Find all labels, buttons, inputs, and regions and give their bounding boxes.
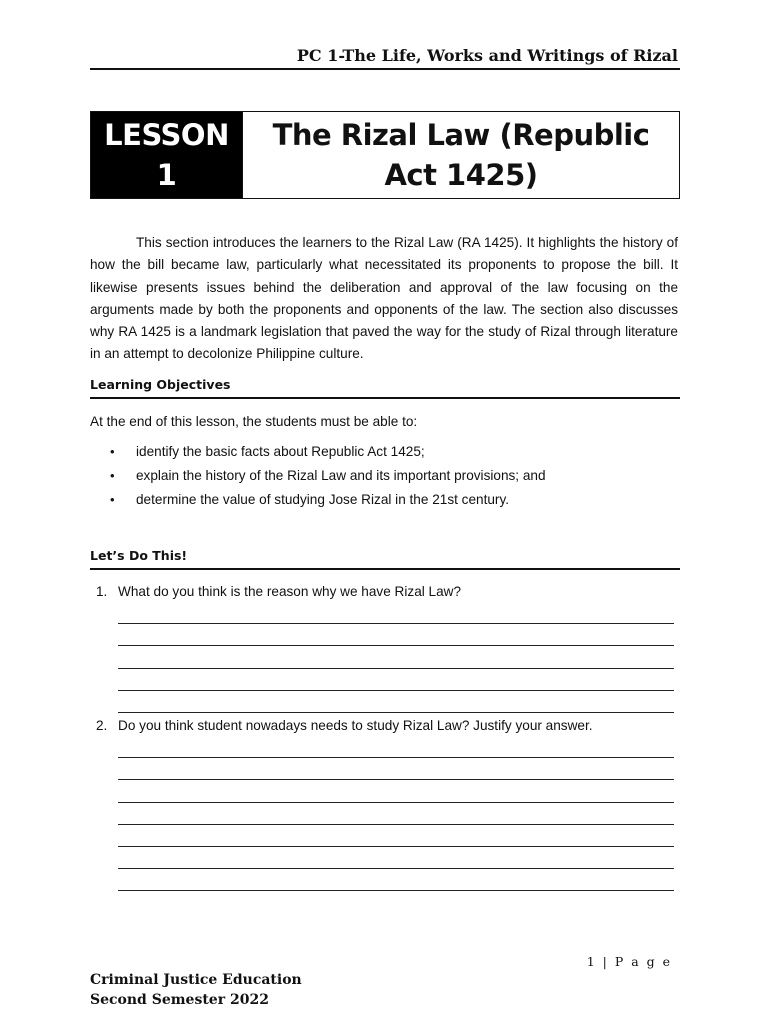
footer-semester: Second Semester 2022 xyxy=(90,992,269,1008)
lesson-title: The Rizal Law (Republic Act 1425) xyxy=(242,112,679,198)
bullet-icon: • xyxy=(110,468,115,483)
course-title: PC 1-The Life, Works and Writings of Rizal xyxy=(296,46,678,65)
question-1 xyxy=(96,584,461,599)
objective-text: determine the value of studying Jose Rizal in the 21st century. xyxy=(136,492,510,507)
bullet-icon: • xyxy=(110,444,115,459)
answer-line[interactable] xyxy=(118,624,674,646)
lesson-banner xyxy=(90,111,680,199)
answer-line[interactable] xyxy=(118,736,674,758)
answer-line[interactable] xyxy=(118,646,674,668)
header-rule xyxy=(90,68,680,70)
bullet-icon: • xyxy=(110,492,115,507)
answer-line[interactable] xyxy=(118,869,674,891)
intro-paragraph: This section introduces the learners to the Rizal Law (RA 1425). It highlights the history of how the bill became law, particularly what necessitated its proponents to propose the bill. It likewise presents issues behind the deliberation and approval of the law focusing on the arguments made by both the proponents and opponents of the law. The section also discusses why RA 1425 is a landmark legislation that paved the way for the study of Rizal through literature in an attempt to decolonize Philippine culture. xyxy=(90,235,678,362)
lesson-label xyxy=(91,112,242,198)
lesson-label-word: LESSON xyxy=(104,117,229,152)
question-number: 2. xyxy=(96,718,108,733)
lets-do-this-heading: Let’s Do This! xyxy=(90,548,680,570)
lesson-label-number: 1 xyxy=(156,158,177,192)
footer-department: Criminal Justice Education xyxy=(90,972,302,988)
learning-objectives-heading: Learning Objectives xyxy=(90,377,680,399)
answer-area-2[interactable] xyxy=(118,736,674,891)
answer-area-1[interactable] xyxy=(118,602,674,713)
page-number: 1 | P a g e xyxy=(586,954,672,969)
answer-line[interactable] xyxy=(118,669,674,691)
list-item xyxy=(110,468,546,492)
list-item xyxy=(110,444,546,468)
answer-line[interactable] xyxy=(118,825,674,847)
answer-line[interactable] xyxy=(118,691,674,713)
answer-line[interactable] xyxy=(118,758,674,780)
list-item xyxy=(110,492,546,516)
objective-text: explain the history of the Rizal Law and its important provisions; and xyxy=(136,468,546,483)
objective-text: identify the basic facts about Republic Act 1425; xyxy=(136,444,425,459)
question-number: 1. xyxy=(96,584,108,599)
answer-line[interactable] xyxy=(118,780,674,802)
question-text: Do you think student nowadays needs to study Rizal Law? Justify your answer. xyxy=(118,718,593,733)
question-text: What do you think is the reason why we have Rizal Law? xyxy=(118,584,462,599)
objectives-intro: At the end of this lesson, the students must be able to: xyxy=(90,414,418,429)
question-2 xyxy=(96,718,593,733)
objectives-list xyxy=(110,444,546,516)
answer-line[interactable] xyxy=(118,847,674,869)
answer-line[interactable] xyxy=(118,602,674,624)
answer-line[interactable] xyxy=(118,803,674,825)
